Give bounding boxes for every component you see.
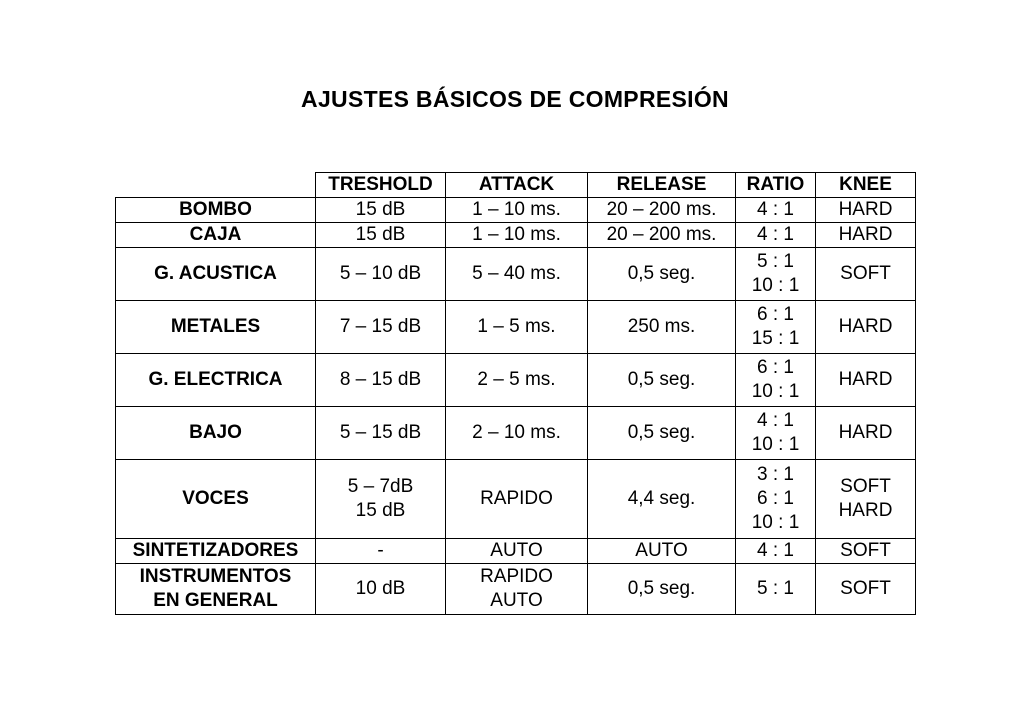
attack-line: 2 – 5 ms.	[477, 369, 556, 390]
ratio-line: 6 : 1	[757, 488, 794, 509]
attack-cell	[446, 564, 588, 615]
header-blank-cell	[116, 173, 316, 198]
release-line: 20 – 200 ms.	[606, 199, 717, 220]
treshold-line: 15 dB	[355, 199, 406, 220]
knee-line: SOFT	[840, 540, 891, 561]
table-row	[116, 407, 916, 460]
treshold-cell	[316, 539, 446, 564]
attack-line: AUTO	[490, 590, 543, 611]
attack-line: RAPIDO	[480, 566, 553, 587]
release-line: AUTO	[635, 540, 688, 561]
release-line: 250 ms.	[627, 316, 696, 337]
attack-cell	[446, 248, 588, 301]
attack-cell	[446, 198, 588, 223]
ratio-cell	[736, 223, 816, 248]
knee-line: HARD	[838, 199, 893, 220]
release-cell	[588, 407, 736, 460]
ratio-line: 4 : 1	[757, 540, 794, 561]
ratio-line: 5 : 1	[757, 251, 794, 272]
table-header-row	[116, 173, 916, 198]
knee-cell	[816, 301, 916, 354]
header-attack: ATTACK	[446, 173, 588, 198]
ratio-line: 10 : 1	[751, 434, 800, 455]
ratio-line: 4 : 1	[757, 410, 794, 431]
release-line: 20 – 200 ms.	[606, 224, 717, 245]
label-line: INSTRUMENTOS	[139, 566, 292, 587]
release-cell	[588, 301, 736, 354]
table-row	[116, 301, 916, 354]
attack-line: 1 – 10 ms.	[472, 199, 561, 220]
label-line: VOCES	[182, 488, 249, 509]
treshold-line: 10 dB	[355, 578, 406, 599]
ratio-cell	[736, 354, 816, 407]
treshold-line: 5 – 15 dB	[339, 422, 422, 443]
treshold-cell	[316, 407, 446, 460]
row-label-cell	[116, 407, 316, 460]
table-row	[116, 539, 916, 564]
treshold-line: 5 – 10 dB	[339, 263, 422, 284]
treshold-line: 15 dB	[355, 500, 406, 521]
release-cell	[588, 354, 736, 407]
attack-line: 2 – 10 ms.	[472, 422, 561, 443]
ratio-cell	[736, 198, 816, 223]
row-label-cell	[116, 539, 316, 564]
knee-cell	[816, 248, 916, 301]
attack-cell	[446, 407, 588, 460]
release-line: 0,5 seg.	[627, 369, 696, 390]
row-label-cell	[116, 354, 316, 407]
knee-cell	[816, 407, 916, 460]
row-label-cell	[116, 460, 316, 539]
knee-line: SOFT	[840, 578, 891, 599]
attack-line: 1 – 10 ms.	[472, 224, 561, 245]
treshold-cell	[316, 248, 446, 301]
release-line: 0,5 seg.	[627, 263, 696, 284]
label-line: G. ELECTRICA	[148, 369, 283, 390]
attack-line: 1 – 5 ms.	[477, 316, 556, 337]
ratio-line: 10 : 1	[751, 381, 800, 402]
table-body	[116, 173, 916, 615]
header-knee: KNEE	[816, 173, 916, 198]
release-cell	[588, 564, 736, 615]
knee-cell	[816, 564, 916, 615]
treshold-line: 15 dB	[355, 224, 406, 245]
treshold-cell	[316, 198, 446, 223]
table-row	[116, 460, 916, 539]
attack-cell	[446, 460, 588, 539]
treshold-cell	[316, 354, 446, 407]
release-line: 0,5 seg.	[627, 578, 696, 599]
treshold-cell	[316, 460, 446, 539]
header-ratio: RATIO	[736, 173, 816, 198]
knee-line: SOFT	[840, 263, 891, 284]
release-cell	[588, 223, 736, 248]
ratio-cell	[736, 248, 816, 301]
label-line: EN GENERAL	[153, 590, 278, 611]
label-line: SINTETIZADORES	[132, 540, 299, 561]
knee-line: HARD	[838, 422, 893, 443]
knee-line: SOFT	[840, 476, 891, 497]
header-treshold: TRESHOLD	[316, 173, 446, 198]
ratio-line: 10 : 1	[751, 512, 800, 533]
ratio-line: 6 : 1	[757, 357, 794, 378]
table-row	[116, 223, 916, 248]
ratio-cell	[736, 460, 816, 539]
attack-line: 5 – 40 ms.	[472, 263, 561, 284]
treshold-cell	[316, 223, 446, 248]
treshold-line: -	[377, 540, 384, 561]
release-line: 4,4 seg.	[627, 488, 696, 509]
knee-line: HARD	[838, 224, 893, 245]
release-line: 0,5 seg.	[627, 422, 696, 443]
table-row	[116, 564, 916, 615]
row-label-cell	[116, 198, 316, 223]
label-line: BAJO	[189, 422, 242, 443]
ratio-line: 15 : 1	[751, 328, 800, 349]
header-release: RELEASE	[588, 173, 736, 198]
release-cell	[588, 460, 736, 539]
knee-cell	[816, 198, 916, 223]
ratio-line: 3 : 1	[757, 464, 794, 485]
treshold-cell	[316, 564, 446, 615]
release-cell	[588, 248, 736, 301]
knee-line: HARD	[838, 500, 893, 521]
ratio-cell	[736, 301, 816, 354]
page-title: AJUSTES BÁSICOS DE COMPRESIÓN	[301, 86, 729, 112]
treshold-cell	[316, 301, 446, 354]
knee-cell	[816, 460, 916, 539]
row-label-cell	[116, 223, 316, 248]
ratio-line: 4 : 1	[757, 199, 794, 220]
ratio-cell	[736, 539, 816, 564]
label-line: CAJA	[189, 224, 242, 245]
ratio-line: 6 : 1	[757, 304, 794, 325]
knee-cell	[816, 539, 916, 564]
ratio-cell	[736, 407, 816, 460]
table-row	[116, 248, 916, 301]
label-line: METALES	[170, 316, 261, 337]
row-label-cell	[116, 248, 316, 301]
table-row	[116, 198, 916, 223]
attack-line: RAPIDO	[480, 488, 553, 509]
knee-line: HARD	[838, 369, 893, 390]
ratio-cell	[736, 564, 816, 615]
knee-line: HARD	[838, 316, 893, 337]
knee-cell	[816, 354, 916, 407]
treshold-line: 5 – 7dB	[347, 476, 414, 497]
row-label-cell	[116, 301, 316, 354]
attack-cell	[446, 301, 588, 354]
attack-cell	[446, 223, 588, 248]
knee-cell	[816, 223, 916, 248]
treshold-line: 8 – 15 dB	[339, 369, 422, 390]
attack-cell	[446, 539, 588, 564]
treshold-line: 7 – 15 dB	[339, 316, 422, 337]
attack-cell	[446, 354, 588, 407]
ratio-line: 10 : 1	[751, 275, 800, 296]
attack-line: AUTO	[490, 540, 543, 561]
table-row	[116, 354, 916, 407]
release-cell	[588, 198, 736, 223]
label-line: BOMBO	[179, 199, 252, 220]
label-line: G. ACUSTICA	[154, 263, 277, 284]
compression-table	[115, 172, 916, 615]
row-label-cell	[116, 564, 316, 615]
ratio-line: 4 : 1	[757, 224, 794, 245]
ratio-line: 5 : 1	[757, 578, 794, 599]
release-cell	[588, 539, 736, 564]
